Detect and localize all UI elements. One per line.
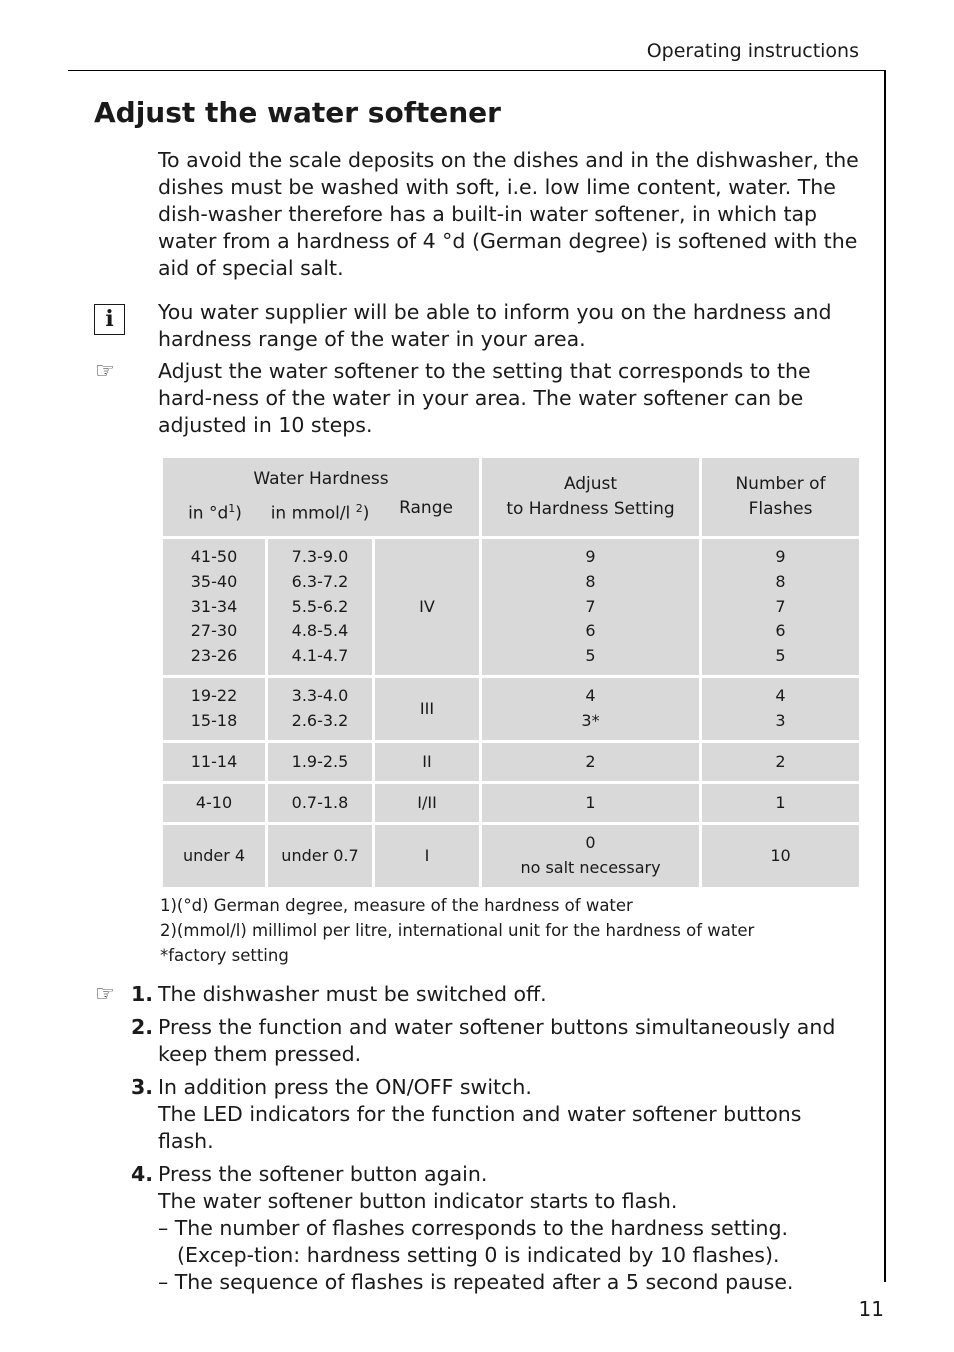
step-4: 4. Press the softener button again. The water softener button indicator starts to flash. – The number of flashes corresponds to the hardness setting. (Excep-tion: hardness setting 0 is indicated by 10 flashes). – The sequence of flashes is repeated after a 5 second pause.: [158, 1161, 863, 1296]
footnote-3: *factory setting: [160, 946, 289, 965]
step-4-note-1: – The number of flashes corresponds to the hardness setting. (Excep-tion: hardness setting 0 is indicated by 10 flashes).: [158, 1216, 789, 1267]
range-cell: I: [374, 824, 481, 889]
degrees-cell: 41-50 35-40 31-34 27-30 23-26: [162, 538, 267, 677]
info-note: You water supplier will be able to inform you on the hardness and hardness range of the water in your area.: [158, 300, 832, 351]
col-mmol-header: in mmol/l $^2$): [270, 502, 370, 524]
step-4-note-2: – The sequence of flashes is repeated after a 5 second pause.: [158, 1270, 794, 1294]
side-rule: [884, 70, 886, 1282]
page-title: Adjust the water softener: [94, 96, 501, 129]
setting-cell: 1: [481, 783, 701, 824]
footnote-1: 1)(°d) German degree, measure of the hardness of water: [160, 896, 633, 915]
table-row: [162, 538, 861, 677]
range-cell: IV: [374, 538, 481, 677]
flashes-cell: 4 3: [701, 677, 861, 742]
footnote-2: 2)(mmol/l) millimol per litre, international unit for the hardness of water: [160, 921, 755, 940]
mmol-cell: 3.3-4.0 2.6-3.2: [267, 677, 374, 742]
setting-cell: 9 8 7 6 5: [481, 538, 701, 677]
step-1: 1. The dishwasher must be switched off.: [131, 982, 547, 1006]
degrees-cell: 4-10: [162, 783, 267, 824]
col-adjust-header: Adjust to Hardness Setting: [481, 457, 701, 538]
step-3: 3. In addition press the ON/OFF switch. The LED indicators for the function and water softener buttons flash.: [131, 1075, 802, 1153]
range-cell: II: [374, 742, 481, 783]
table-row: [162, 677, 861, 742]
setting-cell: 0 no salt necessary: [481, 824, 701, 889]
flashes-cell: 10: [701, 824, 861, 889]
setting-cell: 2: [481, 742, 701, 783]
info-icon: i: [94, 304, 125, 335]
mmol-cell: 0.7-1.8: [267, 783, 374, 824]
running-header: Operating instructions: [646, 40, 859, 62]
page-number: 11: [858, 1297, 884, 1321]
hardness-table: [160, 455, 862, 890]
setting-cell: 4 3*: [481, 677, 701, 742]
col-flashes-header: Number of Flashes: [701, 457, 861, 538]
steps-list: [131, 981, 863, 1302]
table-row: [162, 742, 861, 783]
water-hardness-title: Water Hardness: [253, 469, 389, 490]
table-row: [162, 783, 861, 824]
flashes-cell: 1: [701, 783, 861, 824]
footnotes: [160, 893, 754, 968]
hint-paragraph: Adjust the water softener to the setting that corresponds to the hard-ness of the water in your area. The water softener can be adjusted in 10 steps.: [158, 359, 811, 437]
table-row: [162, 824, 861, 889]
step-2: 2. Press the function and water softener buttons simultaneously and keep them pressed.: [131, 1015, 836, 1066]
degrees-cell: under 4: [162, 824, 267, 889]
pointing-hand-icon: ☞: [95, 359, 115, 384]
degrees-cell: 11-14: [162, 742, 267, 783]
header-rule: [68, 70, 886, 71]
table-header-row: [162, 457, 861, 538]
col-range-header: Range: [399, 498, 453, 519]
flashes-cell: 9 8 7 6 5: [701, 538, 861, 677]
flashes-cell: 2: [701, 742, 861, 783]
range-cell: I/II: [374, 783, 481, 824]
mmol-cell: under 0.7: [267, 824, 374, 889]
mmol-cell: 7.3-9.0 6.3-7.2 5.5-6.2 4.8-5.4 4.1-4.7: [267, 538, 374, 677]
range-cell: III: [374, 677, 481, 742]
degrees-cell: 19-22 15-18: [162, 677, 267, 742]
col-degree-header: in $^\circ d^1$): [188, 502, 242, 524]
intro-paragraph: To avoid the scale deposits on the dishes and in the dishwasher, the dishes must be washed with soft, i.e. low lime content, water. The dish-washer therefore has a built-in water softener, in which tap water from a hardness of 4 °d (German degree) is softened with the aid of special salt.: [158, 148, 859, 280]
pointing-hand-icon: ☞: [95, 982, 115, 1007]
mmol-cell: 1.9-2.5: [267, 742, 374, 783]
water-hardness-header: [162, 457, 481, 538]
